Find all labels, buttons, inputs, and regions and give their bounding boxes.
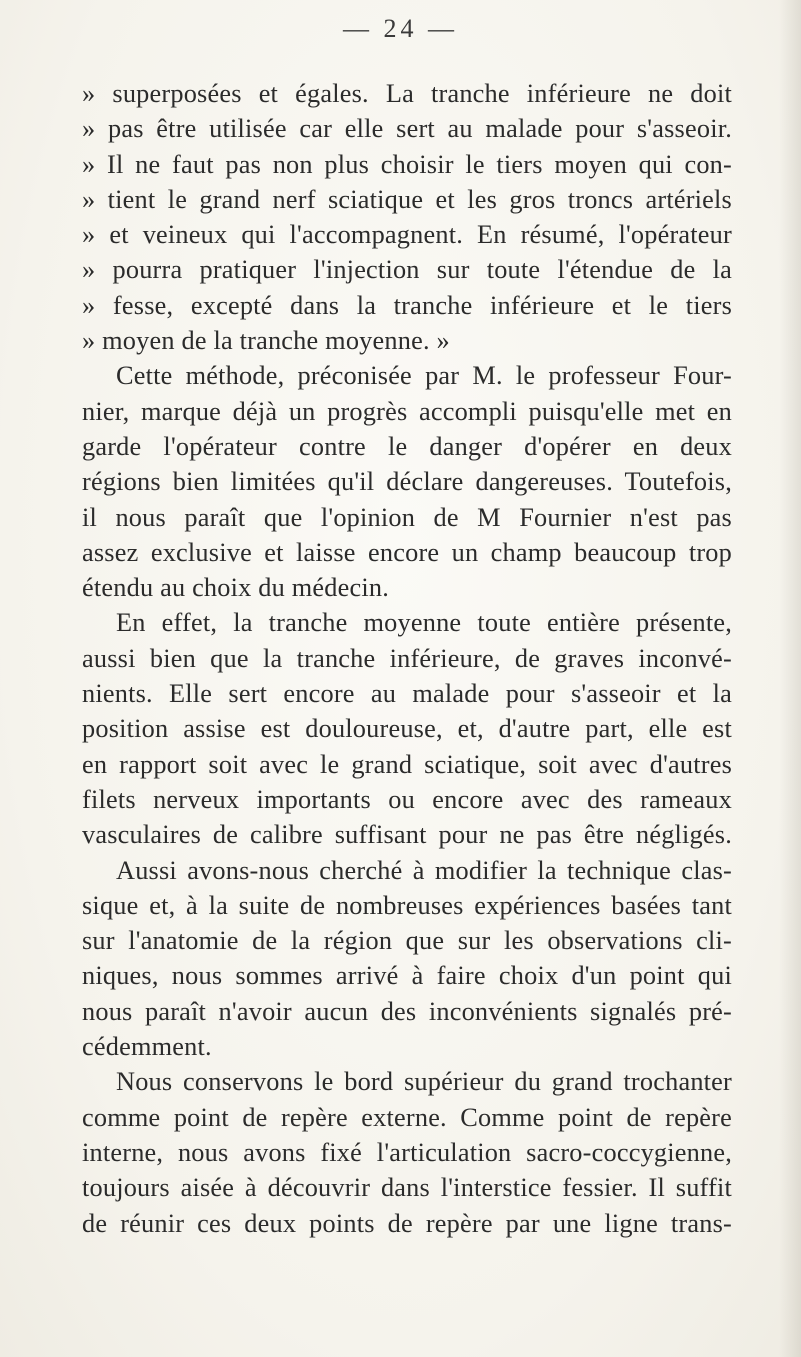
text-line: interne, nous avons fixé l'articulation sacro-coccygienne, — [82, 1137, 732, 1167]
text-line: nients. Elle sert encore au malade pour s'asseoir et la — [82, 679, 732, 709]
text-line: filets nerveux importants ou encore avec des rameaux — [82, 784, 732, 814]
page-edge-shadow — [779, 0, 801, 1357]
text-line: vasculaires de calibre suffisant pour ne pas être négligés. — [82, 820, 732, 850]
text-line: comme point de repère externe. Comme point de repère — [82, 1102, 732, 1132]
text-line: assez exclusive et laisse encore un champ beaucoup trop — [82, 537, 732, 567]
text-line: » pourra pratiquer l'injection sur toute l'étendue de la — [82, 255, 732, 285]
text-line: » superposées et égales. La tranche inférieure ne doit — [82, 79, 732, 108]
text-line: » moyen de la tranche moyenne. » — [82, 326, 450, 356]
text-line: toujours aisée à découvrir dans l'interstice fessier. Il suffit — [82, 1173, 732, 1203]
text-line: nier, marque déjà un progrès accompli puisqu'elle met en — [82, 396, 732, 426]
text-line: régions bien limitées qu'il déclare dangereuses. Toutefois, — [82, 467, 732, 497]
text-line: Nous conservons le bord supérieur du grand trochanter — [116, 1067, 732, 1097]
text-line: En effet, la tranche moyenne toute entière présente, — [116, 608, 732, 638]
text-line: il nous paraît que l'opinion de M Fournier n'est pas — [82, 502, 732, 532]
text-line: niques, nous sommes arrivé à faire choix d'un point qui — [82, 961, 732, 991]
text-line: nous paraît n'avoir aucun des inconvénients signalés pré- — [82, 996, 732, 1026]
page-number: — 24 — — [343, 14, 458, 43]
text-line: sique et, à la suite de nombreuses expériences basées tant — [82, 890, 732, 920]
text-line: » Il ne faut pas non plus choisir le tiers moyen qui con- — [82, 149, 732, 179]
text-line: garde l'opérateur contre le danger d'opérer en deux — [82, 431, 732, 461]
text-line: Cette méthode, préconisée par M. le professeur Four- — [116, 361, 732, 391]
text-line: » tient le grand nerf sciatique et les gros troncs artériels — [82, 184, 732, 214]
text-line: de réunir ces deux points de repère par une ligne trans- — [82, 1208, 732, 1238]
text-line: » pas être utilisée car elle sert au malade pour s'asseoir. — [82, 114, 732, 144]
text-line: cédemment. — [82, 1032, 212, 1062]
text-line: en rapport soit avec le grand sciatique, soit avec d'autres — [82, 749, 732, 779]
text-line: aussi bien que la tranche inférieure, de graves inconvé- — [82, 643, 732, 673]
text-line: étendu au choix du médecin. — [82, 573, 389, 603]
text-line: » fesse, excepté dans la tranche inférieure et le tiers — [82, 290, 732, 320]
text-line: Aussi avons-nous cherché à modifier la technique clas- — [116, 855, 732, 885]
text-line: position assise est douloureuse, et, d'autre part, elle est — [82, 714, 732, 744]
text-line: » et veineux qui l'accompagnent. En résumé, l'opérateur — [82, 220, 732, 250]
body-text — [82, 76, 732, 1241]
text-line: sur l'anatomie de la région que sur les observations cli- — [82, 926, 732, 956]
